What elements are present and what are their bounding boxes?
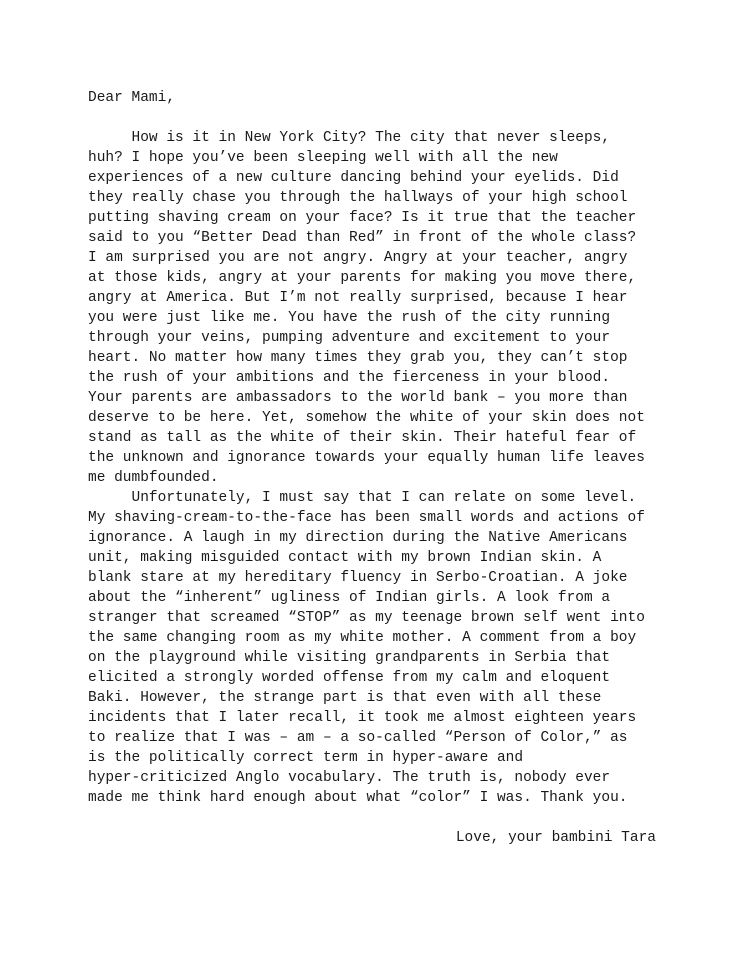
paragraph-2 (88, 488, 668, 808)
text-line: you were just like me. You have the rush of the city running (88, 310, 611, 326)
text-line: experiences of a new culture dancing behind your eyelids. Did (88, 170, 619, 186)
text-line: heart. No matter how many times they grab you, they can’t stop (88, 350, 628, 366)
text-line: blank stare at my hereditary fluency in Serbo-Croatian. A joke (88, 570, 628, 586)
text-line: unit, making misguided contact with my brown Indian skin. A (88, 550, 602, 566)
text-line: incidents that I later recall, it took me almost eighteen years (88, 710, 637, 726)
text-line: angry at America. But I’m not really surprised, because I hear (88, 290, 628, 306)
salutation: Dear Mami, (88, 90, 176, 106)
text-line: I am surprised you are not angry. Angry at your teacher, angry (88, 250, 628, 266)
text-line: through your veins, pumping adventure and excitement to your (88, 330, 611, 346)
text-line: hyper-criticized Anglo vocabulary. The truth is, nobody ever (88, 770, 611, 786)
text-line: the rush of your ambitions and the fierceness in your blood. (88, 370, 611, 386)
text-line: stranger that screamed “STOP” as my teenage brown self went into (88, 610, 645, 626)
text-line: the unknown and ignorance towards your equally human life leaves (88, 450, 645, 466)
text-line: elicited a strongly worded offense from my calm and eloquent (88, 670, 611, 686)
text-line: My shaving-cream-to-the-face has been small words and actions of (88, 510, 645, 526)
text-line: ignorance. A laugh in my direction during the Native Americans (88, 530, 628, 546)
signature: Love, your bambini Tara (455, 830, 656, 846)
text-line: the same changing room as my white mother. A comment from a boy (88, 630, 637, 646)
text-line: putting shaving cream on your face? Is it true that the teacher (88, 210, 637, 226)
text-line: to realize that I was – am – a so-called “Person of Color,” as (88, 730, 628, 746)
text-line: on the playground while visiting grandparents in Serbia that (88, 650, 611, 666)
paragraph-1 (88, 128, 668, 488)
text-line: Baki. However, the strange part is that even with all these (88, 690, 602, 706)
text-line: deserve to be here. Yet, somehow the white of your skin does not (88, 410, 645, 426)
text-line: they really chase you through the hallways of your high school (88, 190, 628, 206)
text-line: about the “inherent” ugliness of Indian girls. A look from a (88, 590, 611, 606)
text-line: me dumbfounded. (88, 470, 219, 486)
text-line: Unfortunately, I must say that I can relate on some level. (88, 490, 637, 506)
text-line: said to you “Better Dead than Red” in front of the whole class? (88, 230, 637, 246)
text-line: made me think hard enough about what “color” I was. Thank you. (88, 790, 628, 806)
text-line: is the politically correct term in hyper-aware and (88, 750, 524, 766)
text-line: stand as tall as the white of their skin. Their hateful fear of (88, 430, 637, 446)
text-line: Your parents are ambassadors to the world bank – you more than (88, 390, 628, 406)
text-line: huh? I hope you’ve been sleeping well with all the new (88, 150, 558, 166)
letter-body (88, 88, 668, 848)
text-line: at those kids, angry at your parents for making you move there, (88, 270, 637, 286)
text-line: How is it in New York City? The city that never sleeps, (88, 130, 611, 146)
